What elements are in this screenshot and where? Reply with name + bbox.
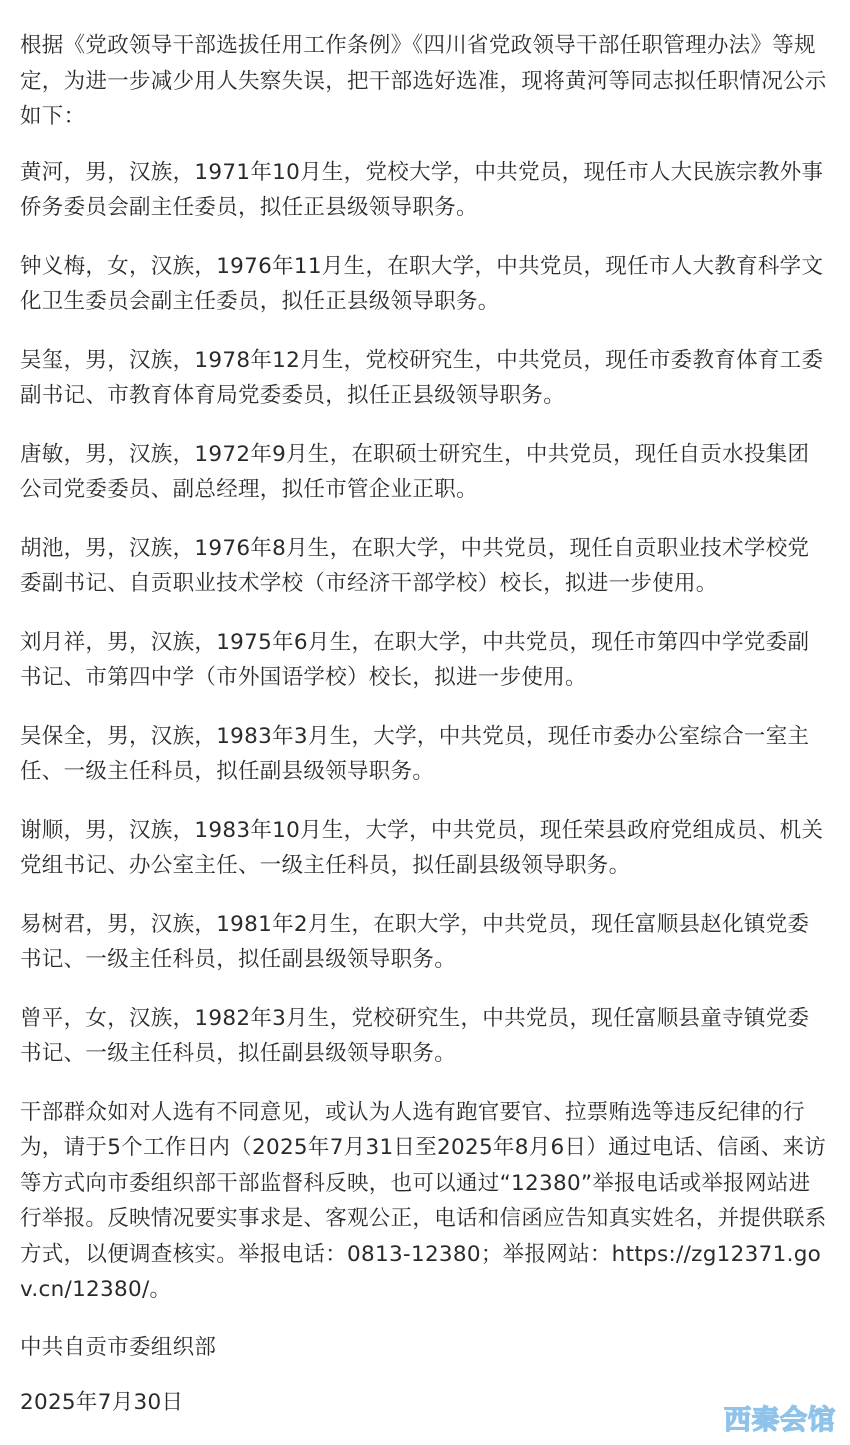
feedback-notice-paragraph: 干部群众如对人选有不同意见，或认为人选有跑官要官、拉票贿选等违反纪律的行为，请于5个工作日内（2025年7月31日至2025年8月6日）通过电话、信函、来访等方式向市委组织部干部监督科反映，也可以通过“12380”举报电话或举报网站进行举报。反映情况要实事求是、客观公正，电话和信函应告知真实姓名，并提供联系方式，以便调查核实。举报电话：0813-12380；举报网站：https://zg12371.gov.cn/12380/。 [20, 1099, 827, 1302]
candidate-paragraph-xie-shun: 谢顺，男，汉族，1983年10月生，大学，中共党员，现任荣县政府党组成员、机关党组书记、办公室主任、一级主任科员，拟任副县级领导职务。 [20, 817, 824, 878]
candidate-paragraph-huang-he: 黄河，男，汉族，1971年10月生，党校大学，中共党员，现任市人大民族宗教外事侨务委员会副主任委员，拟任正县级领导职务。 [20, 159, 824, 220]
candidate-paragraph-wu-xi: 吴玺，男，汉族，1978年12月生，党校研究生，中共党员，现任市委教育体育工委副书记、市教育体育局党委委员，拟任正县级领导职务。 [20, 347, 824, 408]
watermark-logo: 西秦会馆 [724, 1405, 836, 1436]
candidate-paragraph-zhong-yimei: 钟义梅，女，汉族，1976年11月生，在职大学，中共党员，现任市人大教育科学文化卫生委员会副主任委员，拟任正县级领导职务。 [20, 253, 824, 314]
candidate-paragraph-yi-shujun: 易树君，男，汉族，1981年2月生，在职大学，中共党员，现任富顺县赵化镇党委书记、一级主任科员，拟任副县级领导职务。 [20, 911, 810, 972]
intro-paragraph: 根据《党政领导干部选拔任用工作条例》《四川省党政领导干部任职管理办法》等规定，为进一步减少用人失察失误，把干部选好选准，现将黄河等同志拟任职情况公示如下： [20, 33, 827, 129]
candidate-paragraph-zeng-ping: 曾平，女，汉族，1982年3月生，党校研究生，中共党员，现任富顺县童寺镇党委书记、一级主任科员，拟任副县级领导职务。 [20, 1005, 810, 1066]
candidate-paragraph-wu-baoquan: 吴保全，男，汉族，1983年3月生，大学，中共党员，现任市委办公室综合一室主任、一级主任科员，拟任副县级领导职务。 [20, 723, 810, 784]
issuing-organization: 中共自贡市委组织部 [20, 1334, 217, 1360]
issue-date: 2025年7月30日 [20, 1390, 184, 1415]
candidate-paragraph-tang-min: 唐敏，男，汉族，1972年9月生，在职硕士研究生，中共党员，现任自贡水投集团公司党委委员、副总经理，拟任市管企业正职。 [20, 441, 810, 502]
announcement-document [20, 28, 830, 1421]
candidate-paragraph-hu-chi: 胡池，男，汉族，1976年8月生，在职大学，中共党员，现任自贡职业技术学校党委副书记、自贡职业技术学校（市经济干部学校）校长，拟进一步使用。 [20, 535, 810, 596]
candidate-paragraph-liu-yuexiang: 刘月祥，男，汉族，1975年6月生，在职大学，中共党员，现任市第四中学党委副书记、市第四中学（市外国语学校）校长，拟进一步使用。 [20, 629, 810, 690]
